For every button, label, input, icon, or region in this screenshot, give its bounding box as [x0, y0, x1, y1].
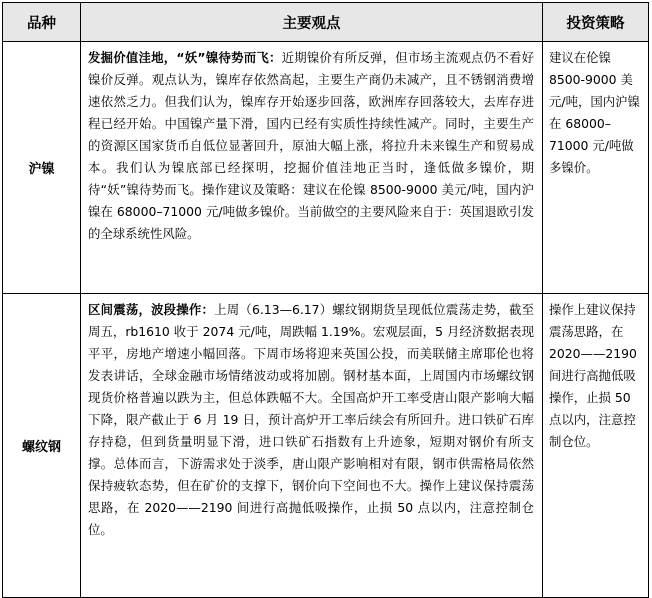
view-lead: 区间震荡，波段操作：: [88, 302, 215, 317]
view-body: 上周（6.13—6.17）螺纹钢期货呈现低位震荡走势，截至周五，rb1610 收于 2074 元/吨，周跌幅 1.19%。宏观层面，5 月经济数据表现平平，房地产增速小幅回落。下周市场将迎来英国公投，而美联储主席耶伦也将发表讲话，全球金融市场情绪波动或将加剧。钢材基本面，上周国内市场螺纹钢现货价格普遍以跌为主，但总体跌幅不大。全国高炉开工率受唐山限产影响大幅下降，限产截止于 6 月 19 日，预计高炉开工率后续会有所回升。进口铁矿石库存持稳，但到货量明显下滑，进口铁矿石指数有上升迹象，短期对钢价有所支撑。总体而言，下游需求处于淡季，唐山限产影响相对有限，钢市供需格局依然保持疲软态势，但在矿价的支撑下，钢价向下空间也不大。操作上建议保持震荡思路，在 2020——2190 间进行高抛低吸操作，止损 50 点以内，注意控制仓位。: [88, 302, 534, 537]
header-main-view: 主要观点: [81, 3, 543, 42]
strategy-cell: 建议在伦镍 8500-9000 美元/吨，国内沪镍在 68000–71000 元/吨做多镍价。: [543, 42, 649, 294]
product-cell: 沪镍: [3, 42, 81, 294]
view-cell: [81, 42, 543, 294]
view-lead: 发掘价值洼地，“妖”镍待势而飞：: [88, 50, 282, 65]
view-body: 近期镍价有所反弹，但市场主流观点仍不看好镍价反弹。观点认为，镍库存依然高起，主要生产商仍未减产，且不锈钢消费增速依然乏力。但我们认为，镍库存开始逐步回落，欧洲库存回落较大，去库存进程已经开始。中国镍产量下滑，国内已经有实质性持续性减产。同时，主要生产的资源区国家货币自低位显著回升，原油大幅上涨，将拉升未来镍生产和贸易成本。我们认为镍底部已经探明，挖掘价值洼地正当时，逢低做多镍价，期待“妖”镍待势而飞。操作建议及策略：建议在伦镍 8500-9000 美元/吨，国内沪镍在 68000–71000 元/吨做多镍价。当前做空的主要风险来自于：英国退欧引发的全球系统性风险。: [88, 50, 534, 241]
strategy-table: [2, 2, 649, 598]
header-product: 品种: [3, 3, 81, 42]
table-header-row: [3, 3, 649, 42]
product-cell: 螺纹钢: [3, 294, 81, 598]
header-strategy: 投资策略: [543, 3, 649, 42]
table-row: [3, 42, 649, 294]
table-row: [3, 294, 649, 598]
strategy-cell: 操作上建议保持震荡思路，在 2020——2190 间进行高抛低吸操作，止损 50 点以内，注意控制仓位。: [543, 294, 649, 598]
view-cell: [81, 294, 543, 598]
